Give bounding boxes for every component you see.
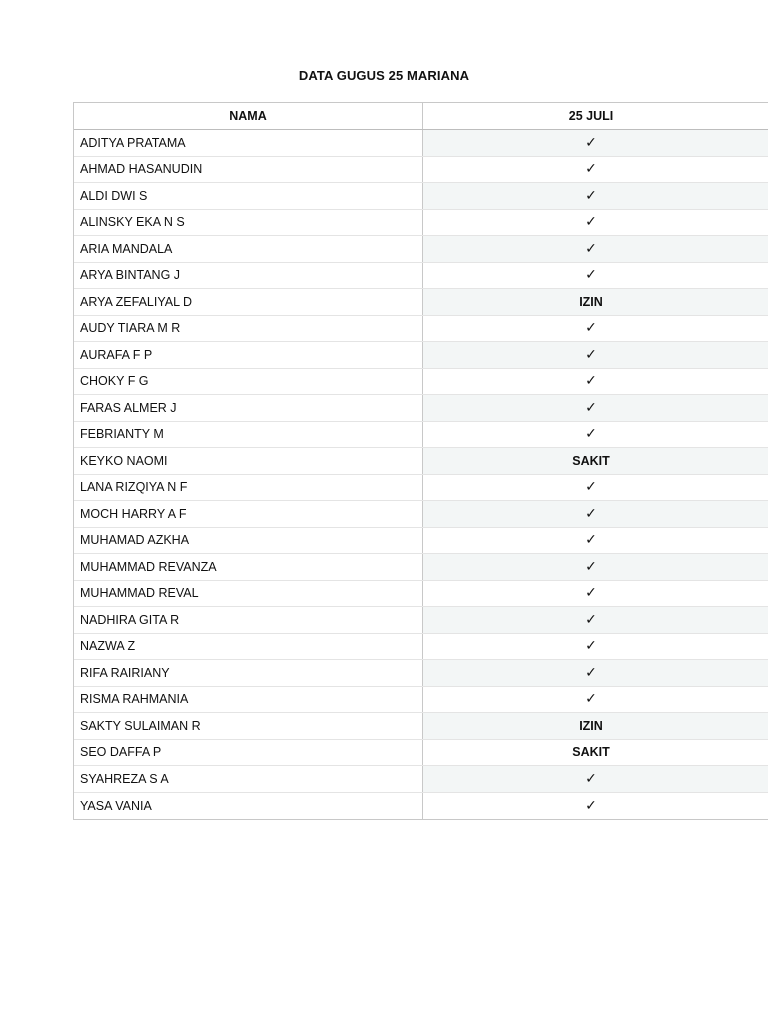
- attendance-status-cell: [423, 687, 768, 713]
- attendance-status-cell: [423, 660, 768, 686]
- header-date: 25 JULI: [568, 109, 614, 123]
- student-name-cell: YASA VANIA: [74, 793, 423, 820]
- student-name-cell: SYAHREZA S A: [74, 766, 423, 792]
- attendance-status-cell: [423, 422, 768, 448]
- check-mark-icon: ✓: [585, 373, 597, 390]
- attendance-status-cell: [423, 183, 768, 209]
- student-name-cell: ADITYA PRATAMA: [74, 130, 423, 156]
- attendance-status-cell: [423, 766, 768, 792]
- attendance-status-cell: [423, 342, 768, 368]
- student-name-cell: SEO DAFFA P: [74, 740, 423, 766]
- attendance-status-cell: [423, 263, 768, 289]
- student-name-cell: ARYA BINTANG J: [74, 263, 423, 289]
- student-name-cell: ARIA MANDALA: [74, 236, 423, 262]
- check-mark-icon: ✓: [585, 558, 597, 575]
- student-name-cell: AHMAD HASANUDIN: [74, 157, 423, 183]
- attendance-status-cell: [423, 316, 768, 342]
- attendance-status-cell: [423, 157, 768, 183]
- check-mark-icon: ✓: [585, 664, 597, 681]
- attendance-status-cell: [423, 740, 768, 766]
- attendance-status-cell: [423, 369, 768, 395]
- student-name-cell: AURAFA F P: [74, 342, 423, 368]
- student-name-cell: NADHIRA GITA R: [74, 607, 423, 633]
- attendance-status-cell: [423, 475, 768, 501]
- attendance-status-cell: [423, 448, 768, 474]
- check-mark-icon: ✓: [585, 187, 597, 204]
- check-mark-icon: ✓: [585, 399, 597, 416]
- table-row: [74, 740, 768, 767]
- table-row: [74, 607, 768, 634]
- student-name-cell: ALDI DWI S: [74, 183, 423, 209]
- table-row: [74, 660, 768, 687]
- status-label: SAKIT: [572, 745, 610, 760]
- student-name-cell: MUHAMMAD REVAL: [74, 581, 423, 607]
- attendance-status-cell: [423, 528, 768, 554]
- check-mark-icon: ✓: [585, 532, 597, 549]
- attendance-status-cell: [423, 501, 768, 527]
- check-mark-icon: ✓: [585, 214, 597, 231]
- student-name-cell: MUHAMAD AZKHA: [74, 528, 423, 554]
- attendance-status-cell: [423, 236, 768, 262]
- student-name-cell: ARYA ZEFALIYAL D: [74, 289, 423, 315]
- table-row: [74, 369, 768, 396]
- table-row: [74, 554, 768, 581]
- table-row: [74, 183, 768, 210]
- table-row: [74, 316, 768, 343]
- student-name-cell: AUDY TIARA M R: [74, 316, 423, 342]
- student-name-cell: ALINSKY EKA N S: [74, 210, 423, 236]
- table-header-row: [74, 103, 768, 130]
- table-row: [74, 634, 768, 661]
- check-mark-icon: ✓: [585, 505, 597, 522]
- table-row: [74, 422, 768, 449]
- attendance-status-cell: [423, 130, 768, 156]
- check-mark-icon: ✓: [585, 161, 597, 178]
- table-row: [74, 395, 768, 422]
- attendance-status-cell: [423, 210, 768, 236]
- check-mark-icon: ✓: [585, 585, 597, 602]
- table-row: [74, 528, 768, 555]
- table-row: [74, 210, 768, 237]
- header-nama: NAMA: [74, 103, 423, 129]
- status-label: SAKIT: [572, 453, 610, 468]
- attendance-status-cell: [423, 634, 768, 660]
- attendance-status-cell: [423, 289, 768, 315]
- check-mark-icon: ✓: [585, 611, 597, 628]
- table-row: [74, 289, 768, 316]
- table-row: [74, 342, 768, 369]
- check-mark-icon: ✓: [585, 691, 597, 708]
- check-mark-icon: ✓: [585, 479, 597, 496]
- check-mark-icon: ✓: [585, 267, 597, 284]
- attendance-status-cell: [423, 713, 768, 739]
- attendance-status-cell: [423, 793, 768, 820]
- student-name-cell: MOCH HARRY A F: [74, 501, 423, 527]
- check-mark-icon: ✓: [585, 134, 597, 151]
- check-mark-icon: ✓: [585, 797, 597, 814]
- table-row: [74, 501, 768, 528]
- table-row: [74, 713, 768, 740]
- student-name-cell: CHOKY F G: [74, 369, 423, 395]
- student-name-cell: FARAS ALMER J: [74, 395, 423, 421]
- table-row: [74, 236, 768, 263]
- table-row: [74, 475, 768, 502]
- attendance-status-cell: [423, 581, 768, 607]
- check-mark-icon: ✓: [585, 770, 597, 787]
- page-title: DATA GUGUS 25 MARIANA: [298, 68, 470, 83]
- student-name-cell: RISMA RAHMANIA: [74, 687, 423, 713]
- student-name-cell: LANA RIZQIYA N F: [74, 475, 423, 501]
- table-row: [74, 263, 768, 290]
- attendance-table: [73, 102, 768, 820]
- check-mark-icon: ✓: [585, 320, 597, 337]
- table-row: [74, 793, 768, 820]
- student-name-cell: MUHAMMAD REVANZA: [74, 554, 423, 580]
- table-row: [74, 157, 768, 184]
- student-name-cell: FEBRIANTY M: [74, 422, 423, 448]
- student-name-cell: RIFA RAIRIANY: [74, 660, 423, 686]
- attendance-status-cell: [423, 607, 768, 633]
- check-mark-icon: ✓: [585, 426, 597, 443]
- table-row: [74, 766, 768, 793]
- table-row: [74, 448, 768, 475]
- table-row: [74, 581, 768, 608]
- attendance-status-cell: [423, 554, 768, 580]
- table-row: [74, 687, 768, 714]
- check-mark-icon: ✓: [585, 638, 597, 655]
- student-name-cell: NAZWA Z: [74, 634, 423, 660]
- table-row: [74, 130, 768, 157]
- check-mark-icon: ✓: [585, 240, 597, 257]
- student-name-cell: SAKTY SULAIMAN R: [74, 713, 423, 739]
- status-label: IZIN: [579, 718, 603, 733]
- status-label: IZIN: [579, 294, 603, 309]
- check-mark-icon: ✓: [585, 346, 597, 363]
- student-name-cell: KEYKO NAOMI: [74, 448, 423, 474]
- attendance-status-cell: [423, 395, 768, 421]
